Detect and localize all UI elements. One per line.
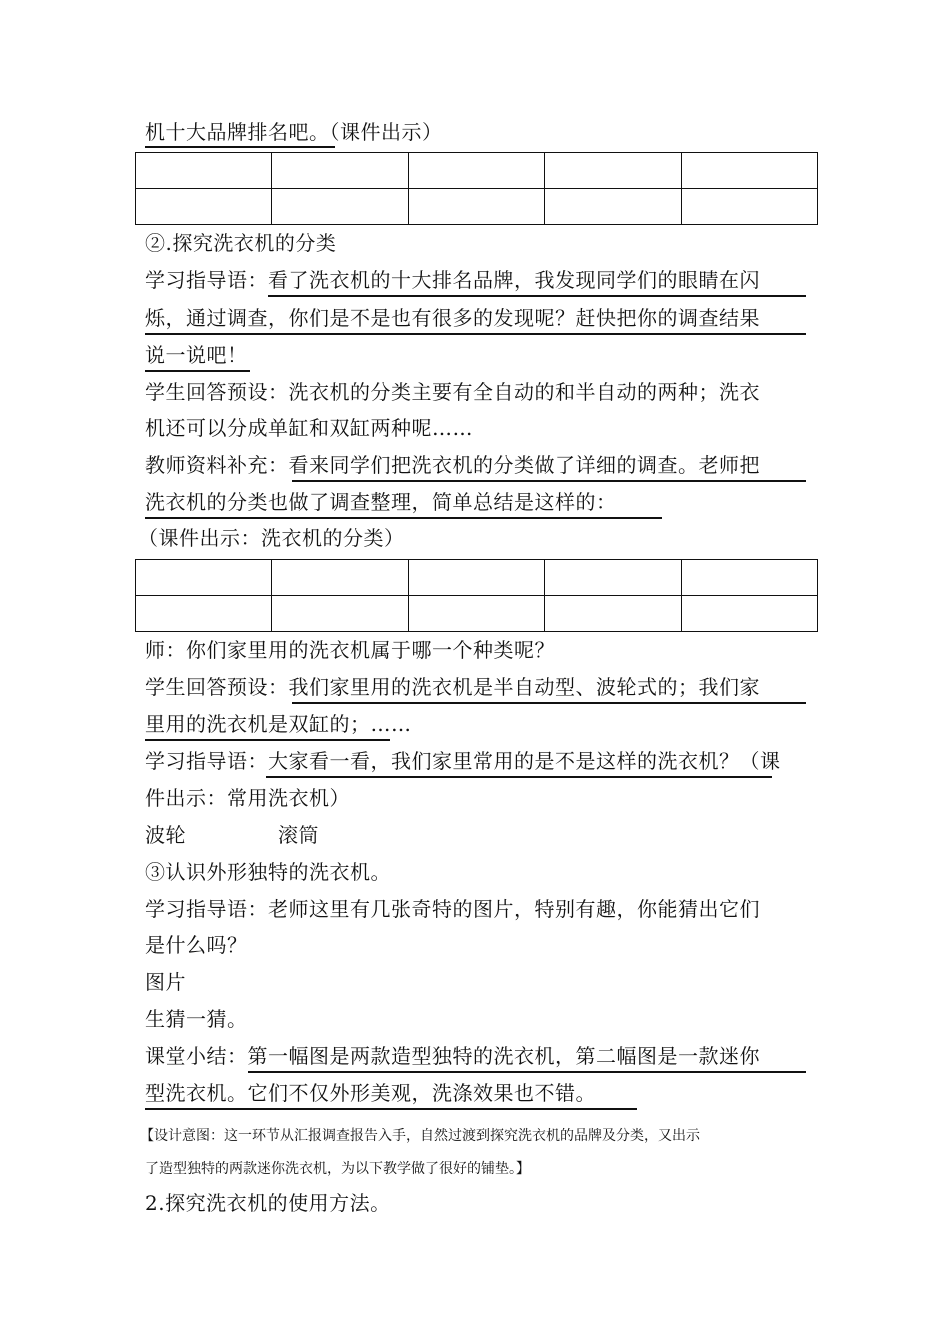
table-cell: [408, 153, 544, 189]
text-line: 学生回答预设：我们家里用的洗衣机是半自动型、波轮式的；我们家: [145, 675, 760, 699]
text-line: 师：你们家里用的洗衣机属于哪一个种类呢？: [145, 638, 555, 662]
text-line: 说一说吧！: [145, 343, 248, 367]
text-line: 学习指导语：大家看一看，我们家里常用的是不是这样的洗衣机？（课: [145, 749, 781, 773]
text-line: 件出示：常用洗衣机）: [145, 786, 350, 810]
table-cell: [272, 596, 408, 632]
text-line: 教师资料补充：看来同学们把洗衣机的分类做了详细的调查。老师把: [145, 453, 760, 477]
text-line: 里用的洗衣机是双缸的；……: [145, 712, 412, 736]
text-line: 烁，通过调查，你们是不是也有很多的发现呢？赶快把你的调查结果: [145, 306, 760, 330]
text-line: 课堂小结：第一幅图是两款造型独特的洗衣机，第二幅图是一款迷你: [145, 1044, 760, 1068]
brand-ranking-table: [135, 152, 818, 225]
table-cell: [681, 560, 817, 596]
section-heading: ②.探究洗衣机的分类: [145, 231, 337, 255]
text-line: 图片: [145, 970, 186, 994]
underline: [145, 739, 390, 741]
underline: [268, 295, 806, 297]
underline: [292, 702, 806, 704]
table-cell: [136, 560, 272, 596]
table-cell: [545, 153, 681, 189]
table-cell: [408, 596, 544, 632]
section-heading: 2.探究洗衣机的使用方法。: [145, 1191, 391, 1215]
text-line: 洗衣机的分类也做了调查整理，简单总结是这样的：: [145, 490, 617, 514]
text-line: 机还可以分成单缸和双缸两种呢……: [145, 416, 473, 440]
text-line: （课件出示：洗衣机的分类）: [138, 526, 405, 550]
table-cell: [408, 189, 544, 225]
underline: [145, 517, 662, 519]
table-cell: [681, 596, 817, 632]
text-line: 生猜一猜。: [145, 1007, 248, 1031]
table-cell: [136, 596, 272, 632]
text-line: 型洗衣机。它们不仅外形美观，洗涤效果也不错。: [145, 1081, 596, 1105]
underline: [292, 480, 806, 482]
text-line: 学习指导语：老师这里有几张奇特的图片，特别有趣，你能猜出它们: [145, 897, 760, 921]
table-cell: [681, 189, 817, 225]
table-cell: [545, 596, 681, 632]
table-cell: [136, 153, 272, 189]
table-cell: [272, 560, 408, 596]
underline: [145, 1108, 637, 1110]
table-cell: [545, 560, 681, 596]
text-line: 是什么吗？: [145, 933, 248, 957]
classification-table: [135, 559, 818, 632]
design-note: 了造型独特的两款迷你洗衣机，为以下教学做了很好的铺垫。】: [145, 1161, 530, 1177]
section-heading: ③认识外形独特的洗衣机。: [145, 860, 391, 884]
text-line: 学生回答预设：洗衣机的分类主要有全自动的和半自动的两种；洗衣: [145, 380, 760, 404]
underline: [145, 370, 250, 372]
label-drum: 滚筒: [278, 823, 319, 847]
underline: [145, 146, 335, 148]
table-cell: [545, 189, 681, 225]
table-cell: [136, 189, 272, 225]
table-cell: [681, 153, 817, 189]
table-cell: [272, 153, 408, 189]
design-note: 【设计意图：这一环节从汇报调查报告入手，自然过渡到探究洗衣机的品牌及分类，又出示: [140, 1128, 700, 1144]
text-line: 机十大品牌排名吧。（课件出示）: [145, 120, 443, 144]
underline: [248, 1071, 806, 1073]
label-wave-wheel: 波轮: [145, 823, 186, 847]
underline: [266, 776, 772, 778]
table-cell: [272, 189, 408, 225]
underline: [145, 333, 806, 335]
text-line: 学习指导语：看了洗衣机的十大排名品牌，我发现同学们的眼睛在闪: [145, 268, 760, 292]
table-cell: [408, 560, 544, 596]
